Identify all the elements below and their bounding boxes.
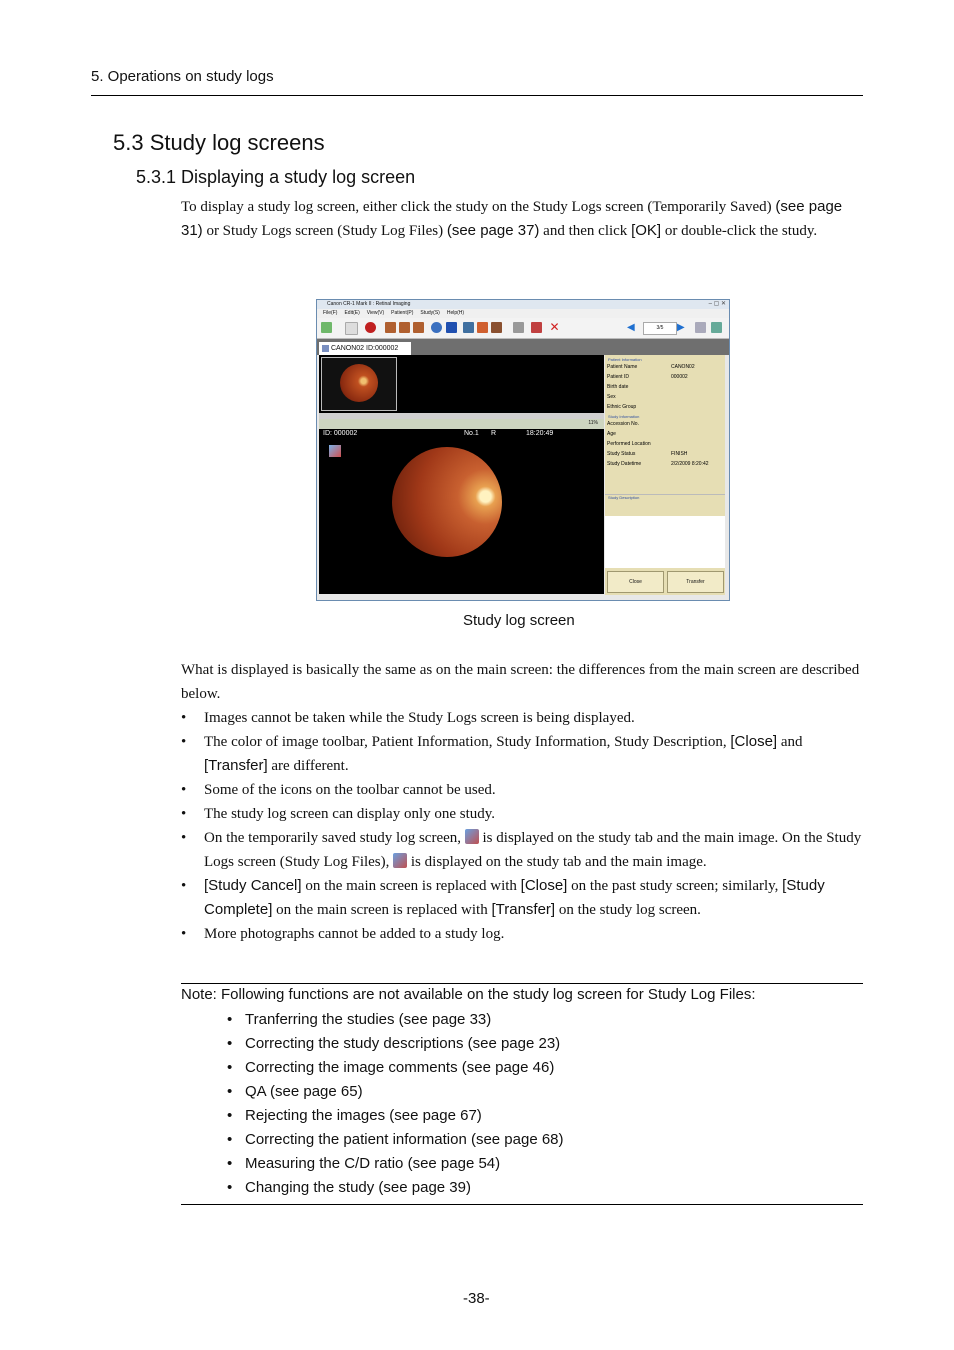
toolbar bbox=[317, 318, 729, 339]
image-time: 18:20:49 bbox=[526, 430, 554, 437]
patient-info-title: Patient Information bbox=[608, 357, 642, 362]
list-item: • On the temporarily saved study log screen, is displayed on the study tab and the main image. On the Study Logs screen (Study Log Files), is displayed on the study tab and the main image. bbox=[181, 826, 863, 874]
save-icon[interactable] bbox=[695, 322, 706, 333]
info-key: Birth date bbox=[607, 384, 629, 390]
search-icon[interactable] bbox=[431, 322, 442, 333]
menu-study[interactable]: Study(S) bbox=[420, 310, 440, 316]
subsection-heading: 5.3.1 Displaying a study log screen bbox=[136, 167, 416, 187]
menubar bbox=[317, 309, 729, 318]
window-controls-icon[interactable]: – ▢ ✕ bbox=[708, 301, 726, 307]
info-row bbox=[605, 372, 725, 382]
info-row bbox=[605, 449, 725, 459]
list-item: • [Study Cancel] on the main screen is replaced with [Close] on the past study screen; similarly, [Study Complete] on the main screen is replaced with [Transfer] on the study log screen. bbox=[181, 874, 863, 922]
prev-arrow-icon[interactable]: ◀ bbox=[627, 322, 635, 333]
intro-paragraph: To display a study log screen, either click the study on the Study Logs screen (Temporarily Saved) (see page 31) or Study Logs screen (Study Log Files) (see page 37) and then click [OK] or double-click the study. bbox=[181, 198, 843, 239]
info-key: Age bbox=[607, 431, 616, 437]
info-row bbox=[605, 402, 725, 412]
study-log-file-icon bbox=[393, 853, 407, 868]
close-button[interactable]: Close bbox=[607, 571, 664, 593]
info-value: 000002 bbox=[671, 374, 688, 380]
study-log-screenshot bbox=[316, 299, 730, 601]
info-key: Accession No. bbox=[607, 421, 639, 427]
next-arrow-icon[interactable]: ▶ bbox=[677, 322, 685, 333]
info-key: Performed Location bbox=[607, 441, 651, 447]
menu-edit[interactable]: Edit(E) bbox=[344, 310, 360, 316]
study-tab-row bbox=[317, 339, 729, 355]
main-image[interactable] bbox=[319, 429, 604, 594]
button-row bbox=[605, 568, 725, 595]
list-item: • Images cannot be taken while the Study Logs screen is being displayed. bbox=[181, 706, 863, 730]
list-item: • Correcting the study descriptions (see page 23) bbox=[227, 1032, 564, 1056]
list-item: • More photographs cannot be added to a study log. bbox=[181, 922, 863, 946]
info-row bbox=[605, 419, 725, 429]
menu-help[interactable]: Help(H) bbox=[446, 310, 465, 316]
keyboard-icon[interactable] bbox=[345, 322, 358, 335]
info-key: Ethnic Group bbox=[607, 404, 637, 410]
menu-patient[interactable]: Patient(P) bbox=[391, 310, 414, 316]
info-value: FINISH bbox=[671, 451, 688, 457]
study-info-title: Study Information bbox=[608, 414, 640, 419]
fundus-image bbox=[392, 447, 502, 557]
info-panel bbox=[605, 355, 725, 515]
menu-view[interactable]: View(V) bbox=[366, 310, 385, 316]
page-counter: 3/5 bbox=[643, 322, 677, 335]
export-icon[interactable] bbox=[711, 322, 722, 333]
list-item: • QA (see page 65) bbox=[227, 1080, 564, 1104]
list-item: • Correcting the patient information (see page 68) bbox=[227, 1128, 564, 1152]
info-key: Patient ID bbox=[607, 374, 629, 380]
image-id: ID: 000002 bbox=[323, 430, 358, 437]
record-icon[interactable] bbox=[365, 322, 376, 333]
close-icon[interactable]: ✕ bbox=[549, 320, 560, 334]
figure-caption: Study log screen bbox=[463, 612, 575, 629]
image-number: No.1 bbox=[464, 430, 479, 437]
info-value: CANON02 bbox=[671, 364, 695, 370]
layout-2-icon[interactable] bbox=[399, 322, 410, 333]
header-rule bbox=[91, 95, 863, 96]
list-item: • Rejecting the images (see page 67) bbox=[227, 1104, 564, 1128]
info-value: 2/2/2009 8:20:42 bbox=[671, 461, 709, 467]
list-item: • Correcting the image comments (see page 46) bbox=[227, 1056, 564, 1080]
fundus-thumbnail-icon bbox=[340, 364, 378, 402]
running-header: 5. Operations on study logs bbox=[91, 68, 274, 85]
info-row bbox=[605, 392, 725, 402]
info-key: Study Status bbox=[607, 451, 636, 457]
study-tab[interactable]: CANON02 ID:000002 bbox=[319, 342, 411, 355]
filter-icon[interactable] bbox=[491, 322, 502, 333]
list-item: • Tranferring the studies (see page 33) bbox=[227, 1008, 564, 1032]
info-row bbox=[605, 362, 725, 372]
section-heading: 5.3 Study log screens bbox=[113, 130, 325, 155]
study-description: Study Description bbox=[605, 494, 725, 516]
compare-icon[interactable] bbox=[463, 322, 474, 333]
info-key: Patient Name bbox=[607, 364, 638, 370]
menu-file[interactable]: File(F) bbox=[323, 310, 338, 316]
list-item: • Some of the icons on the toolbar cannot be used. bbox=[181, 778, 863, 802]
info-row bbox=[605, 459, 725, 469]
zoom-level: 11% bbox=[588, 420, 598, 426]
thumbnail-image[interactable] bbox=[321, 357, 397, 411]
description-area[interactable] bbox=[605, 516, 725, 568]
temp-saved-log-icon bbox=[465, 829, 479, 844]
transfer-icon[interactable] bbox=[446, 322, 457, 333]
thumbnail-pane bbox=[319, 355, 604, 413]
page-number: -38- bbox=[463, 1290, 490, 1307]
body-paragraph: What is displayed is basically the same as on the main screen: the differences from the main screen are described below. bbox=[181, 662, 860, 702]
info-row bbox=[605, 429, 725, 439]
print-icon[interactable] bbox=[513, 322, 524, 333]
color-icon[interactable] bbox=[477, 322, 488, 333]
image-toolbar bbox=[319, 419, 604, 429]
note-top-rule bbox=[181, 983, 863, 984]
list-item: • Changing the study (see page 39) bbox=[227, 1176, 564, 1200]
patient-icon[interactable] bbox=[321, 322, 332, 333]
grid-icon[interactable] bbox=[531, 322, 542, 333]
list-item: • The study log screen can display only one study. bbox=[181, 802, 863, 826]
window-titlebar: Canon CR-1 Mark II : Retinal Imaging – ▢ ✕ bbox=[317, 300, 729, 309]
layout-3-icon[interactable] bbox=[413, 322, 424, 333]
list-item: • The color of image toolbar, Patient Information, Study Information, Study Description, [Close] and [Transfer] are different. bbox=[181, 730, 863, 778]
list-item: • Measuring the C/D ratio (see page 54) bbox=[227, 1152, 564, 1176]
info-row bbox=[605, 439, 725, 449]
info-row bbox=[605, 382, 725, 392]
image-eye: R bbox=[491, 430, 497, 437]
differences-list bbox=[181, 706, 863, 946]
note-intro: Note: Following functions are not available on the study log screen for Study Log Files: bbox=[181, 986, 756, 1003]
info-key: Sex bbox=[607, 394, 616, 400]
layout-1-icon[interactable] bbox=[385, 322, 396, 333]
study-log-icon bbox=[329, 445, 341, 457]
info-key: Study Datetime bbox=[607, 461, 642, 467]
transfer-button[interactable]: Transfer bbox=[667, 571, 724, 593]
note-list bbox=[227, 1008, 564, 1200]
note-bottom-rule bbox=[181, 1204, 863, 1205]
